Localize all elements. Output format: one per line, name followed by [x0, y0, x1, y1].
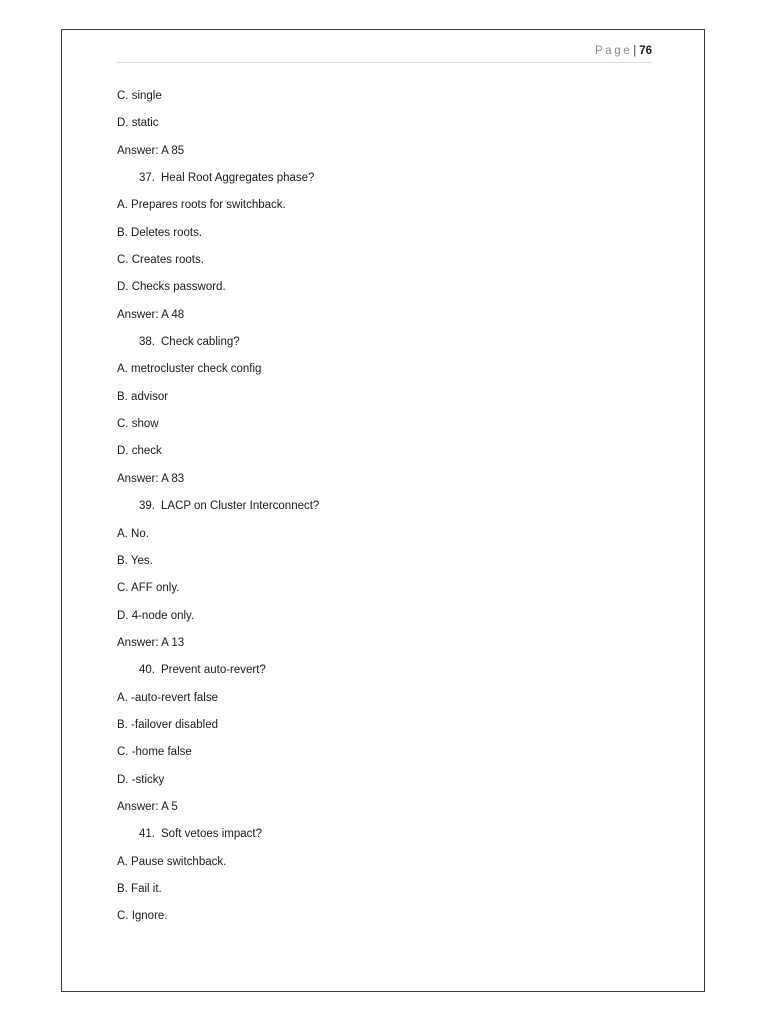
answer-option: B. Deletes roots.	[117, 226, 203, 239]
answer-option: A. -auto-revert false	[117, 691, 218, 704]
document-page	[61, 29, 705, 992]
answer-option: A. Prepares roots for switchback.	[117, 199, 286, 212]
answer-option: A. metrocluster check config	[117, 363, 262, 376]
question-number: 39.	[139, 500, 155, 513]
answer-key: Answer: A 5	[117, 800, 178, 813]
question	[117, 826, 637, 853]
question-number: 37.	[139, 172, 155, 185]
question	[117, 662, 637, 689]
answer-option: B. Yes.	[117, 554, 153, 567]
question	[117, 170, 637, 197]
page-header	[116, 44, 652, 63]
question-number: 40.	[139, 664, 155, 677]
question-text: Prevent auto-revert?	[161, 664, 266, 677]
answer-key: Answer: A 48	[117, 308, 185, 321]
answer-option: C. -home false	[117, 746, 192, 759]
answer-option: C. show	[117, 418, 159, 431]
page-number: 76	[639, 45, 652, 57]
answer-option: D. -sticky	[117, 773, 165, 786]
answer-option: C. AFF only.	[117, 582, 180, 595]
answer-option: B. Fail it.	[117, 882, 162, 895]
answer-option: D. static	[117, 117, 159, 130]
page-body	[117, 88, 637, 936]
question-text: Check cabling?	[161, 336, 240, 349]
answer-option: A. No.	[117, 527, 149, 540]
question-text: Soft vetoes impact?	[161, 828, 262, 841]
question-number: 38.	[139, 336, 155, 349]
answer-option: D. Checks password.	[117, 281, 226, 294]
question-text: Heal Root Aggregates phase?	[161, 172, 315, 185]
answer-option: C. Ignore.	[117, 910, 168, 923]
answer-option: D. 4-node only.	[117, 609, 195, 622]
page-separator: |	[633, 45, 637, 57]
question	[117, 334, 637, 361]
question-text: LACP on Cluster Interconnect?	[161, 500, 320, 513]
question-number: 41.	[139, 828, 155, 841]
answer-option: A. Pause switchback.	[117, 855, 227, 868]
answer-key: Answer: A 13	[117, 636, 185, 649]
answer-option: B. advisor	[117, 390, 169, 403]
answer-option: C. single	[117, 90, 162, 102]
answer-option: B. -failover disabled	[117, 718, 218, 731]
answer-key: Answer: A 83	[117, 472, 185, 485]
answer-key: Answer: A 85	[117, 144, 185, 157]
page-label: Page	[594, 45, 633, 57]
question	[117, 498, 637, 525]
answer-option: D. check	[117, 445, 162, 458]
answer-option: C. Creates roots.	[117, 254, 204, 267]
